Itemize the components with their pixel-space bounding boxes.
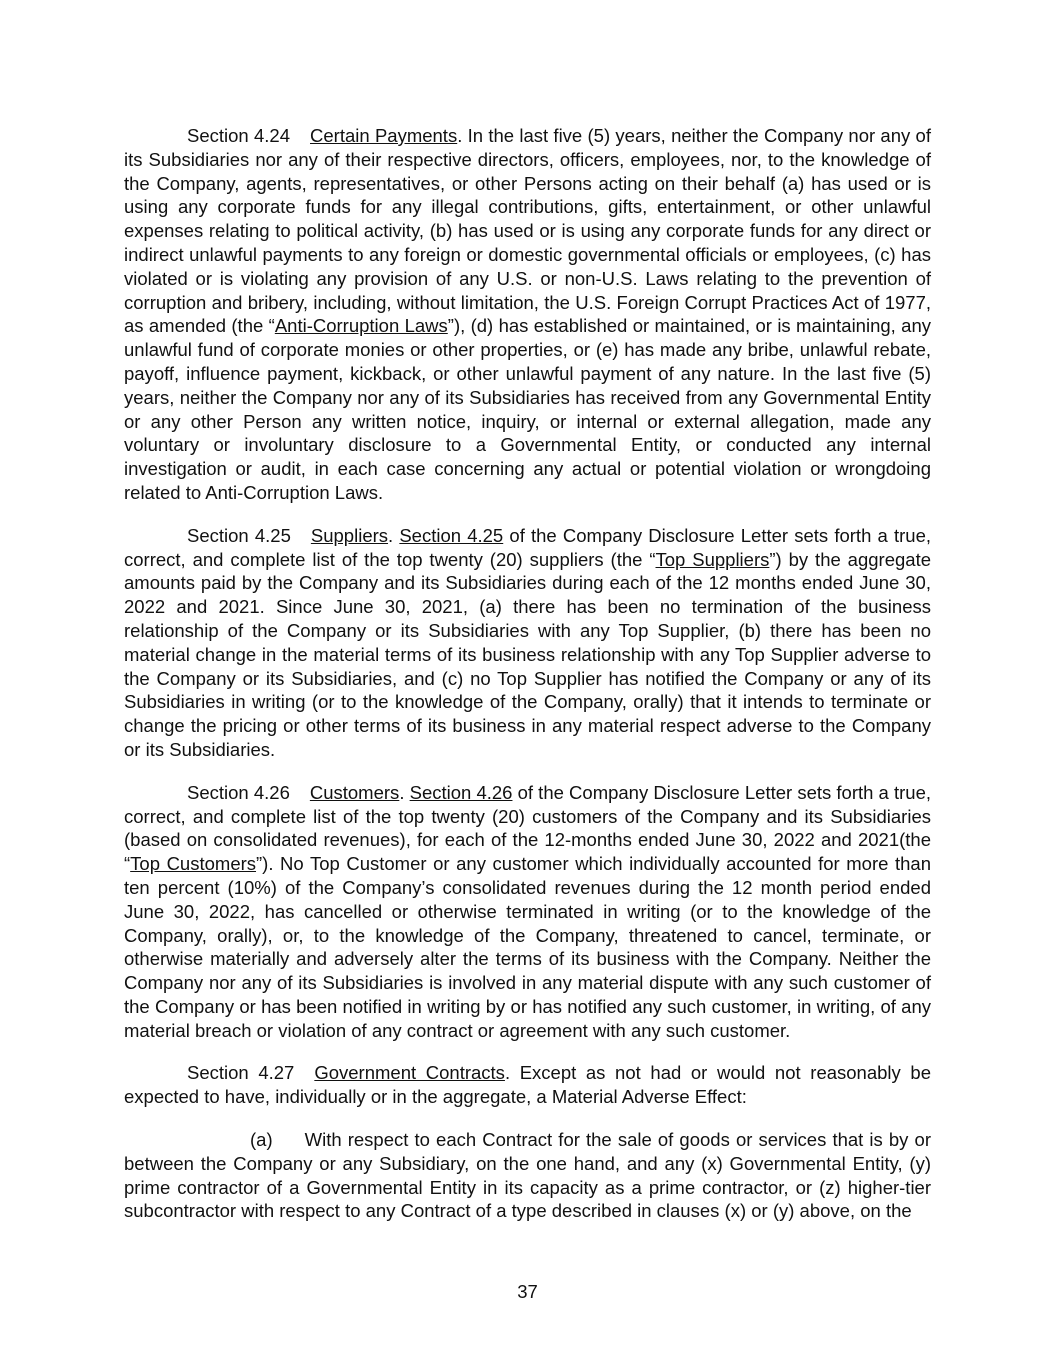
defined-term: Anti-Corruption Laws xyxy=(274,315,448,337)
defined-term: Top Suppliers xyxy=(655,548,770,570)
document-page xyxy=(124,124,931,1242)
section-title: Suppliers xyxy=(310,524,389,546)
body-text: . In the last five (5) years, neither the Company nor any of its Subsidiaries nor any of their respective directors, officers, employees, nor, to the knowledge of the Company, agents, representatives, or other Persons acting on their behalf (a) has used or is using any corporate funds for any illegal contributions, gifts, entertainment, or other unlawful expenses relating to political activity, (b) has used or is using any corporate funds for any direct or indirect unlawful payments to any foreign or domestic governmental officials or employees, (c) has violated or is violating any provision of any U.S. or non-U.S. Laws relating to the prevention of corruption and bribery, including, without limitation, the U.S. Foreign Corrupt Practices Act of 1977, as amended (the “ xyxy=(124,125,931,337)
section-number: Section 4.25 xyxy=(187,524,291,546)
section-number: Section 4.26 xyxy=(187,781,290,803)
section-reference: Section 4.25 xyxy=(399,524,504,546)
page-number: 37 xyxy=(517,1281,538,1302)
defined-term: Top Customers xyxy=(130,853,257,875)
body-text: With respect to each Contract for the sale of goods or services that is by or between the Company or any Subsidiary, on the one hand, and any (x) Governmental Entity, (y) prime contractor of a Governmental Entity in its capacity as a prime contractor, or (z) higher-tier subcontractor with respect to any Contract of a type described in clauses (x) or (y) above, on the xyxy=(124,1129,931,1222)
section-title: Certain Payments xyxy=(310,125,458,146)
section-reference: Section 4.26 xyxy=(409,781,513,803)
section-number: Section 4.27 xyxy=(187,1062,295,1084)
body-text: . Except as not had or would not reasonably be expected to have, individually or in the aggregate, a Material Adverse Effect: xyxy=(124,1062,931,1108)
section-4-25-paragraph: Section 4.25 Suppliers. Section 4.25 of the Company Disclosure Letter sets forth a true, correct, and complete list of the top twenty (20) suppliers (the “Top Suppliers”) by the aggregate amounts paid by the Company and its Subsidiaries during each of the 12 months ended June 30, 2022 and 2021. Since June 30, 2021, (a) there has been no termination of the business relationship of the Company or its Subsidiaries with any Top Supplier, (b) there has been no material change in the material terms of its business relationship with any Top Supplier adverse to the Company or its Subsidiaries, and (c) no Top Supplier has notified the Company or any of its Subsidiaries in writing (or to the knowledge of the Company, orally) that it intends to terminate or change the pricing or other terms of its business in any material respect adverse to the Company or its Subsidiaries. xyxy=(124,524,932,760)
section-4-27-paragraph xyxy=(124,1061,931,1109)
body-text: ”) by the aggregate amounts paid by the Company and its Subsidiaries during each of the 12 months ended June 30, 2022 and 2021. Since June 30, 2021, (a) there has been no termination of the business relationship of the Company or its Subsidiaries with any Top Supplier, (b) there has been no material change in the material terms of its business relationship with any Top Supplier adverse to the Company or its Subsidiaries, and (c) no Top Supplier has notified the Company or any of its Subsidiaries in writing (or to the knowledge of the Company, orally) that it intends to terminate or change the pricing or other terms of its business in any material respect adverse to the Company or its Subsidiaries. xyxy=(124,548,931,760)
section-4-27-a-paragraph xyxy=(124,1128,931,1223)
section-title: Government Contracts xyxy=(314,1062,505,1084)
body-text: ”), (d) has established or maintained, or is maintaining, any unlawful fund of corporate monies or other properties, or (e) has made any bribe, unlawful rebate, payoff, influence payment, kickback, or other unlawful payment of any nature. In the last five (5) years, neither the Company nor any of its Subsidiaries has received from any Governmental Entity or any other Person any written notice, inquiry, or internal or external allegation, made any voluntary or involuntary disclosure to a Governmental Entity, or conducted any internal investigation or audit, in each case concerning any actual or potential violation or wrongdoing related to Anti-Corruption Laws. xyxy=(124,315,931,503)
section-title: Customers xyxy=(309,781,400,803)
section-number: Section 4.24 xyxy=(187,125,291,146)
body-text: ”). No Top Customer or any customer which individually accounted for more than ten percent (10%) of the Company’s consolidated revenues during the 12 month period ended June 30, 2022, has cancelled or otherwise terminated in writing (or to the knowledge of the Company, orally), or, to the knowledge of the Company, threatened to cancel, terminate, or otherwise materially and adversely alter the terms of its business with the Company. Neither the Company nor any of its Subsidiaries is involved in any material dispute with any such customer of the Company or has been notified in writing by or has notified any such customer, in writing, of any material breach or violation of any contract or agreement with any such customer. xyxy=(124,853,931,1041)
body-text: of the Company Disclosure Letter sets forth a true, correct, and complete list of the top twenty (20) suppliers (the “ xyxy=(124,524,932,570)
section-4-24-paragraph xyxy=(124,124,931,505)
body-text: of the Company Disclosure Letter sets forth a true, correct, and complete list of the top twenty (20) customers of the Company and its Subsidiaries (based on consolidated revenues), for each of the 12-months ended June 30, 2022 and 2021(the “ xyxy=(124,781,932,875)
clause-label: (a) xyxy=(250,1129,273,1151)
section-4-26-paragraph: Section 4.26 Customers. Section 4.26 of the Company Disclosure Letter sets forth a true, correct, and complete list of the top twenty (20) customers of the Company and its Subsidiaries (based on consolidated revenues), for each of the 12-months ended June 30, 2022 and 2021(the “Top Customers”). No Top Customer or any customer which individually accounted for more than ten percent (10%) of the Company’s consolidated revenues during the 12 month period ended June 30, 2022, has cancelled or otherwise terminated in writing (or to the knowledge of the Company, orally), or, to the knowledge of the Company, threatened to cancel, terminate, or otherwise materially and adversely alter the terms of its business with the Company. Neither the Company nor any of its Subsidiaries is involved in any material dispute with any such customer of the Company or has been notified in writing by or has notified any such customer, in writing, of any material breach or violation of any contract or agreement with any such customer. xyxy=(124,781,932,1041)
